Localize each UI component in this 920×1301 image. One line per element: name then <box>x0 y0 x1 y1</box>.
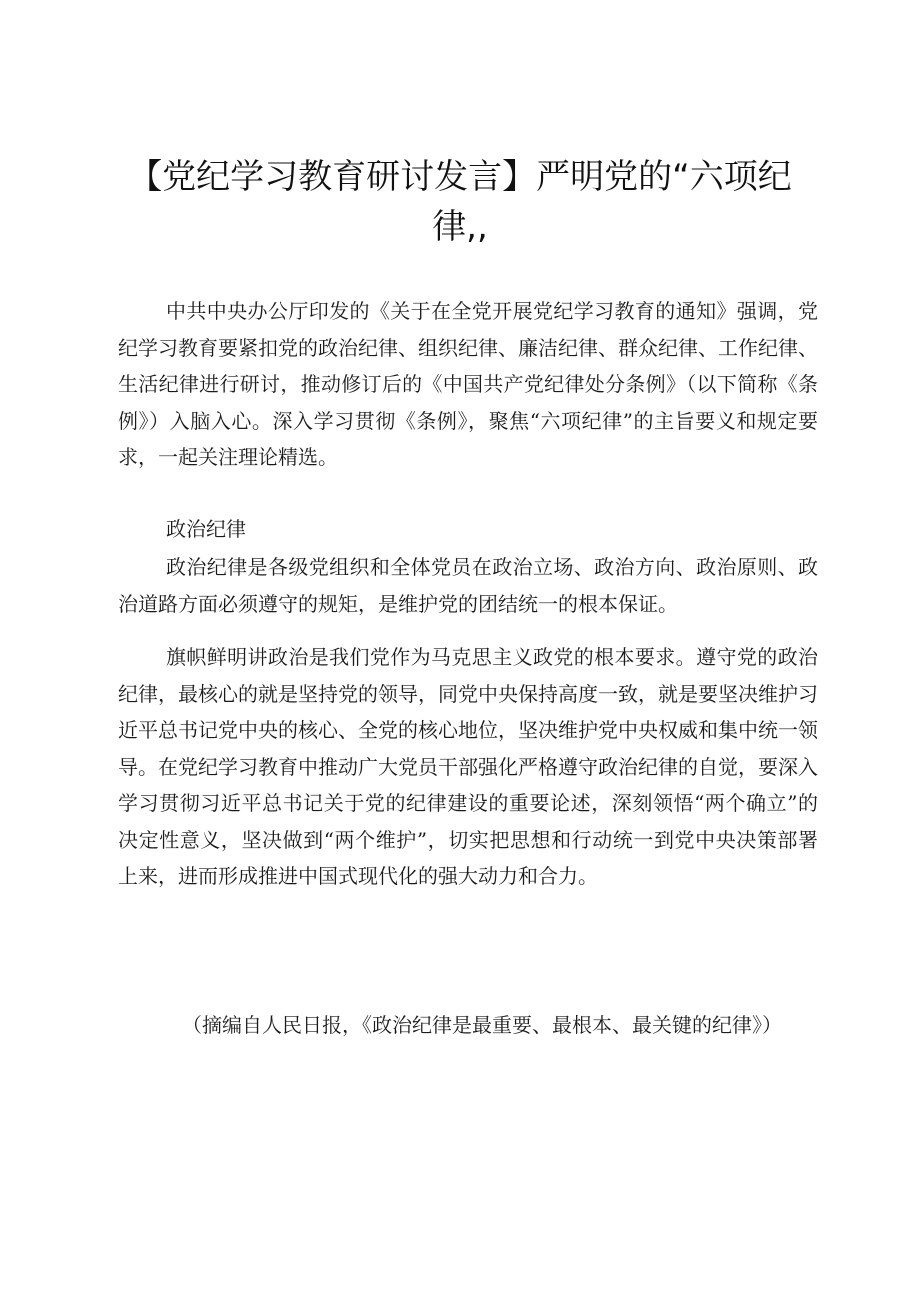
paragraph-block-1 <box>118 549 818 622</box>
intro-block <box>118 293 818 476</box>
document-title: 【党纪学习教育研讨发言】严明党的“六项纪律,, <box>128 157 792 247</box>
body-paragraph: 政治纪律是各级党组织和全体党员在政治立场、政治方向、政治原则、政治道路方面必须遵守的规矩，是维护党的团结统一的根本保证。 <box>118 555 818 616</box>
source-citation: （摘编自人民日报，《政治纪律是最重要、最根本、最关键的纪律》） <box>182 1013 782 1037</box>
body-paragraph: 旗帜鲜明讲政治是我们党作为马克思主义政党的根本要求。遵守党的政治纪律，最核心的就是坚持党的领导，同党中央保持高度一致，就是要坚决维护习近平总书记党中央的核心、全党的核心地位，坚决维护党中央权威和集中统一领导。在党纪学习教育中推动广大党员干部强化严格遵守政治纪律的自觉，要深入学习贯彻习近平总书记关于党的纪律建设的重要论述，深刻领悟“两个确立”的决定性意义，坚决做到“两个维护”，切实把思想和行动统一到党中央决策部署上来，进而形成推进中国式现代化的强大动力和合力。 <box>118 645 818 888</box>
section-heading-block <box>118 511 818 548</box>
source-block <box>118 1007 818 1044</box>
intro-paragraph: 中共中央办公厅印发的《关于在全党开展党纪学习教育的通知》强调，党纪学习教育要紧扣党的政治纪律、组织纪律、廉洁纪律、群众纪律、工作纪律、生活纪律进行研讨，推动修订后的《中国共产党纪律处分条例》（以下简称《条例》）入脑入心。深入学习贯彻《条例》，聚焦“六项纪律”的主旨要义和规定要求，一起关注理论精选。 <box>118 299 818 469</box>
paragraph-block-2 <box>118 639 818 895</box>
section-heading: 政治纪律 <box>166 517 246 541</box>
